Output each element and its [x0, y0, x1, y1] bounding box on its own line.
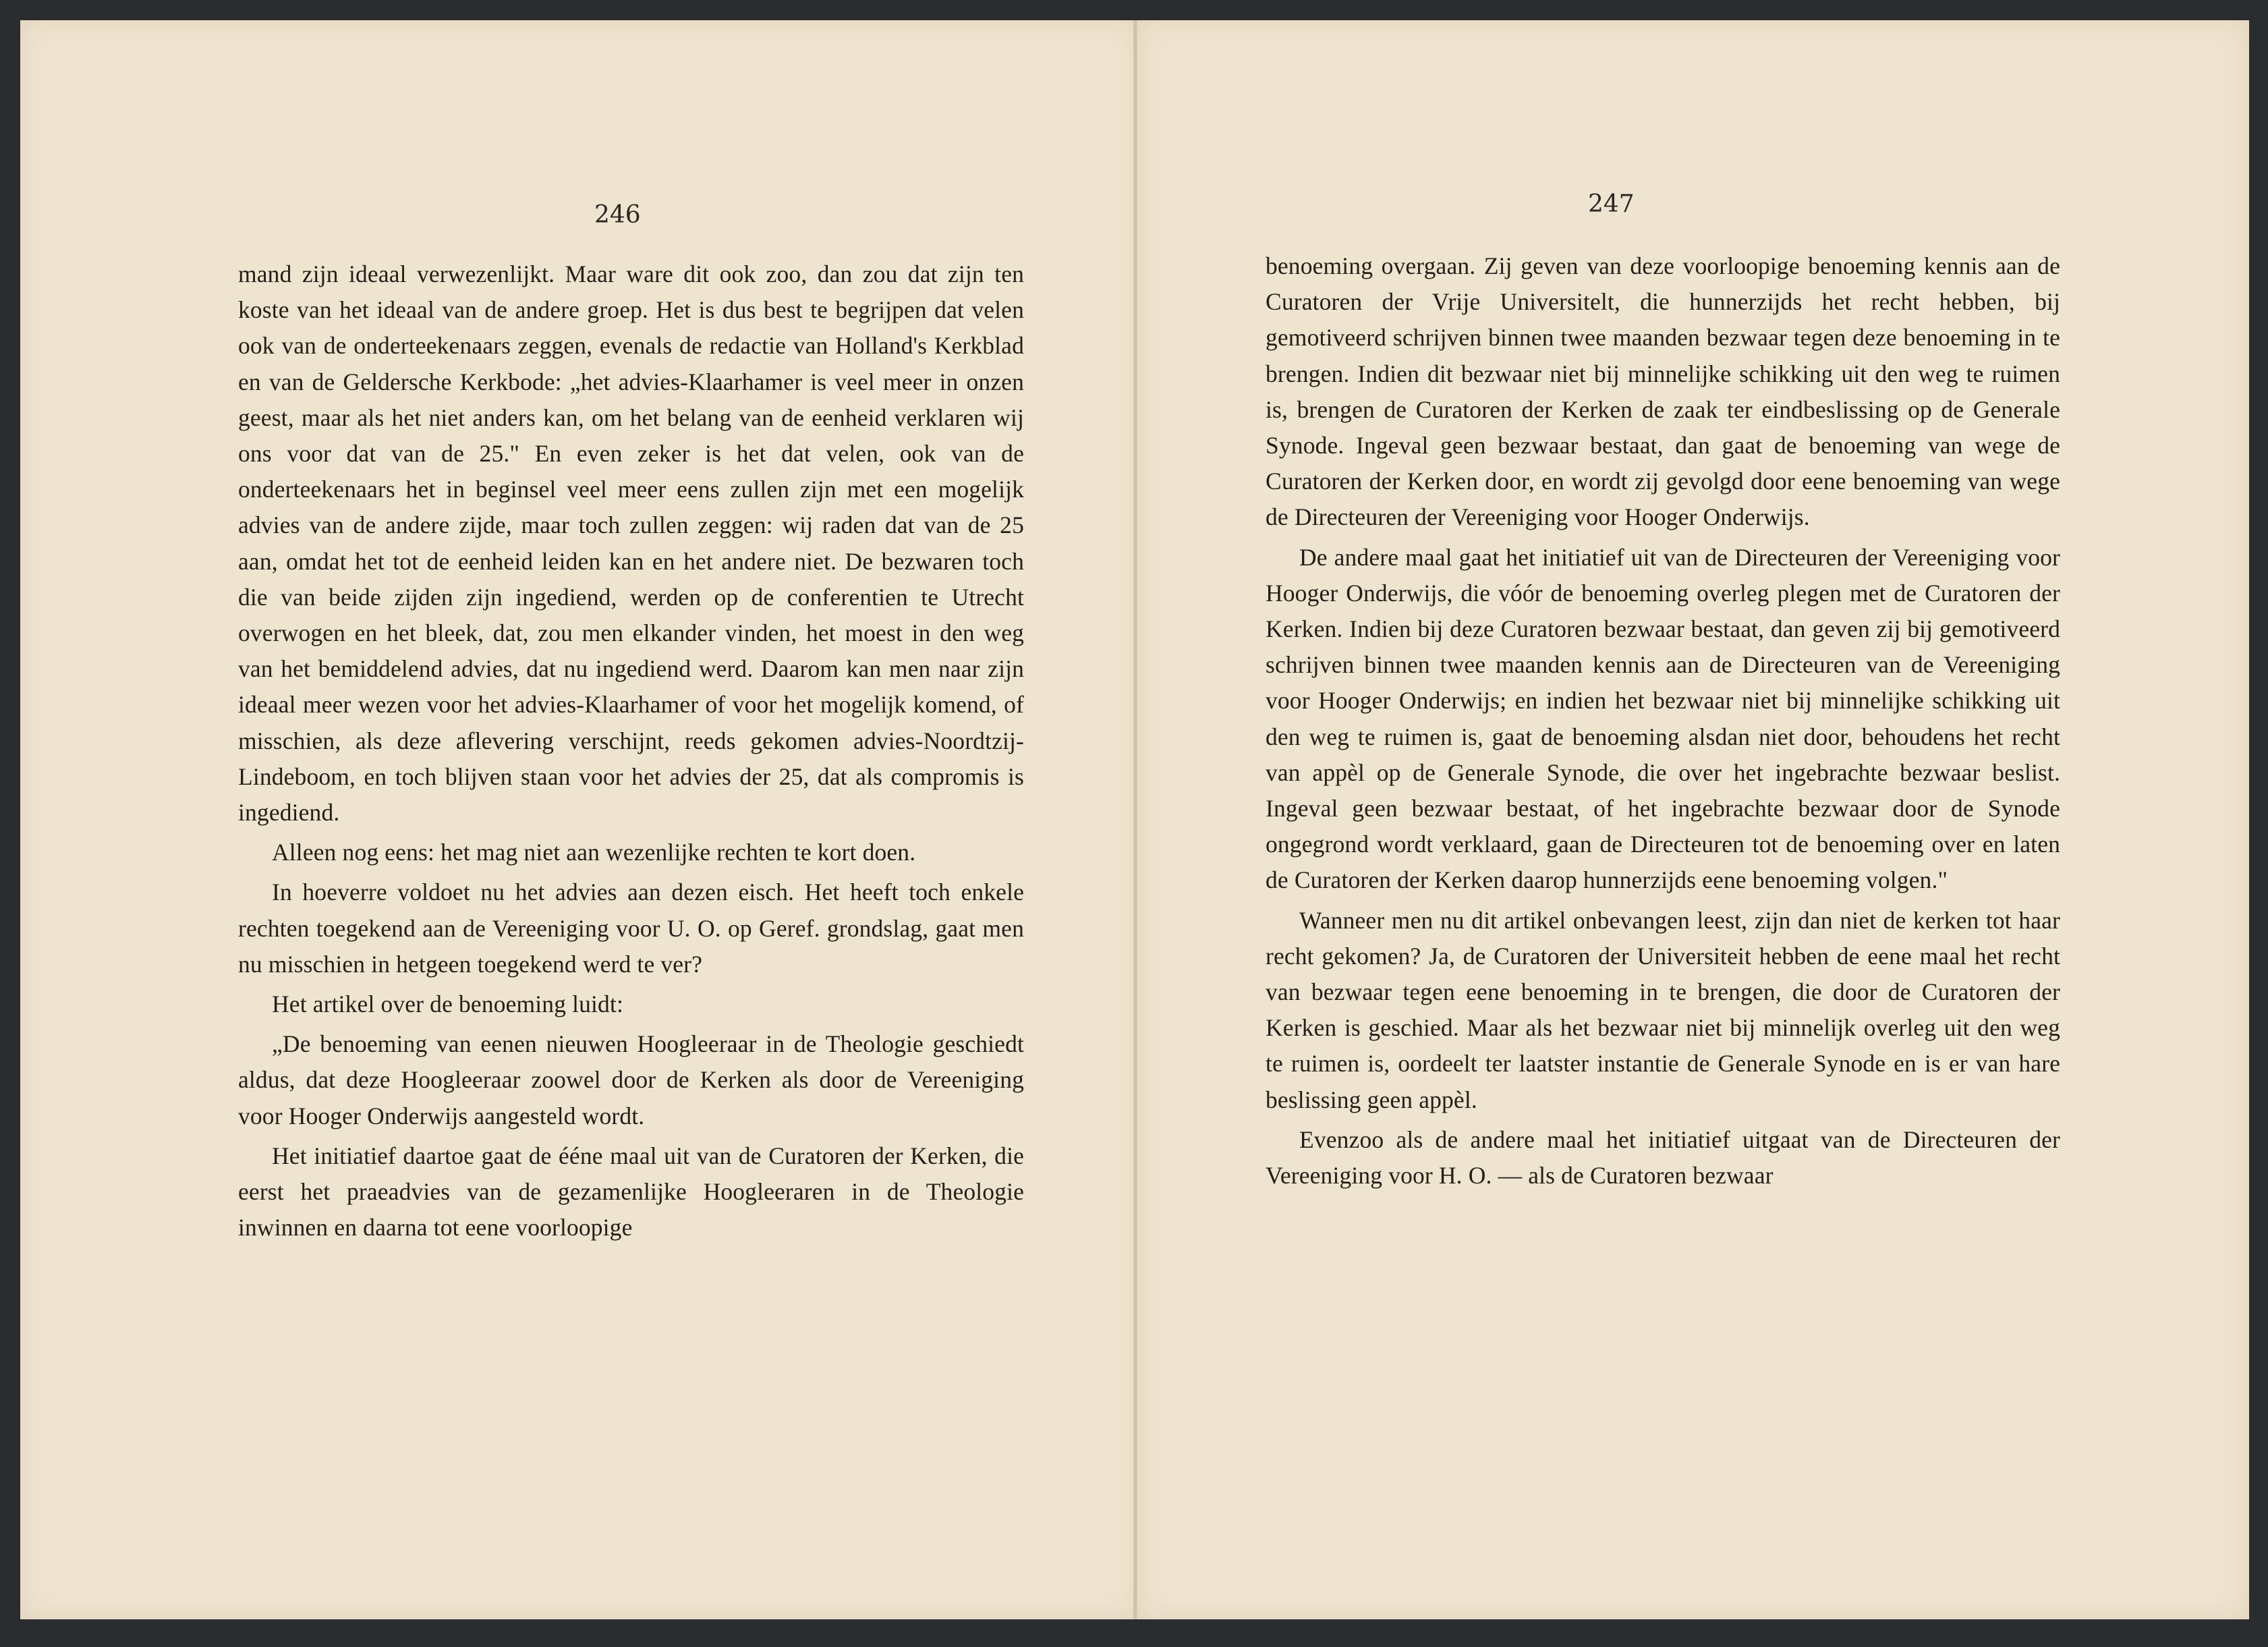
right-paragraph-4: Evenzoo als de andere maal het initiatief uitgaat van de Directeuren der Vereeniging voor H. O. — als de Curatoren bezwaar — [1266, 1125, 2060, 1190]
left-page-number: 246 — [594, 201, 641, 229]
right-paragraph-3: Wanneer men nu dit artikel onbevangen leest, zijn dan niet de kerken tot haar recht gekomen? Ja, de Curatoren der Universiteit hebben de eene maal het recht van bezwaar tegen eene benoeming in te brengen, die door de Curatoren der Kerken is geschied. Maar als het bezwaar niet bij minnelijk overleg uit den weg te ruimen is, oordeelt ter laatster instantie de Generale Synode en is er van hare beslissing geen appèl. — [1266, 906, 2060, 1113]
left-page — [20, 20, 1141, 1619]
right-paragraph-1: benoeming overgaan. Zij geven van deze voorloopige benoeming kennis aan de Curatoren der Vrije Universitelt, die hunnerzijds het recht hebben, bij gemotiveerd schrijven binnen twee maanden bezwaar tegen deze benoeming in te brengen. Indien dit bezwaar niet bij minnelijke schikking uit den weg te ruimen is, brengen de Curatoren der Kerken de zaak ter eindbeslissing op de Generale Synode. Ingeval geen bezwaar bestaat, dan gaat de benoeming van wege de Curatoren der Kerken door, en wordt zij gevolgd door eene benoeming van wege de Directeuren der Vereeniging voor Hooger Onderwijs. — [1266, 252, 2060, 531]
left-paragraph-2: Alleen nog eens: het mag niet aan wezenlijke rechten te kort doen. — [272, 839, 916, 866]
right-page-number: 247 — [1588, 190, 1635, 218]
left-paragraph-3: In hoeverre voldoet nu het advies aan dezen eisch. Het heeft toch enkele rechten toegekend aan de Vereeniging voor U. O. op Geref. grondslag, gaat men nu misschien in hetgeen toegekend werd te ver? — [238, 878, 1024, 978]
right-page-text — [1266, 248, 2060, 1194]
left-paragraph-1: mand zijn ideaal verwezenlijkt. Maar ware dit ook zoo, dan zou dat zijn ten koste van het ideaal van de andere groep. Het is dus best te begrijpen dat velen ook van de onderteekenaars zeggen, evenals de redactie van Holland's Kerkblad en van de Geldersche Kerkbode: „het advies-Klaarhamer is veel meer in onzen geest, maar als het niet anders kan, om het belang van de eenheid verklaren wij ons voor dat van de 25." En even zeker is het dat velen, ook van de onderteekenaars het in beginsel veel meer eens zullen zijn met een mogelijk advies van de andere zijde, maar toch zullen zeggen: wij raden dat van de 25 aan, omdat het tot de eenheid leiden kan en het andere niet. De bezwaren toch die van beide zijden zijn ingediend, werden op de conferentien te Utrecht overwogen en het bleek, dat, zou men elkander vinden, het moest in den weg van het bemiddelend advies, dat nu ingediend werd. Daarom kan men naar zijn ideaal meer wezen voor het advies-Klaarhamer of voor het mogelijk komend, of misschien, als deze aflevering verschijnt, reeds gekomen advies-Noordtzij-Lindeboom, en toch blijven staan voor het advies der 25, dat als compromis is ingediend. — [238, 260, 1024, 827]
left-page-text — [238, 256, 1024, 1246]
left-paragraph-5: „De benoeming van eenen nieuwen Hoogleeraar in de Theologie geschiedt aldus, dat deze Hoogleeraar zoowel door de Kerken als door de Vereeniging voor Hooger Onderwijs aangesteld wordt. — [238, 1030, 1024, 1129]
right-paragraph-2: De andere maal gaat het initiatief uit van de Directeuren der Vereeniging voor Hooger Onderwijs, die vóór de benoeming overleg plegen met de Curatoren der Kerken. Indien bij deze Curatoren bezwaar bestaat, dan geven zij bij gemotiveerd schrijven binnen twee maanden kennis aan de Directeuren van de Vereeniging voor Hooger Onderwijs; en indien het bezwaar niet bij minnelijke schikking uit den weg te ruimen is, gaat de benoeming alsdan niet door, behoudens het recht van appèl op de Generale Synode, die over het ingebrachte bezwaar beslist. Ingeval geen bezwaar bestaat, of het ingebrachte bezwaar door de Synode ongegrond wordt verklaard, gaan de Directeuren tot de benoeming over en laten de Curatoren der Kerken daarop hunnerzijds eene benoeming volgen." — [1266, 543, 2060, 894]
left-paragraph-6: Het initiatief daartoe gaat de ééne maal uit van de Curatoren der Kerken, die eerst het praeadvies van de gezamenlijke Hoogleeraren in de Theologie inwinnen en daarna tot eene voorloopige — [238, 1142, 1024, 1241]
left-paragraph-4: Het artikel over de benoeming luidt: — [272, 990, 623, 1018]
right-page — [1136, 20, 2249, 1619]
